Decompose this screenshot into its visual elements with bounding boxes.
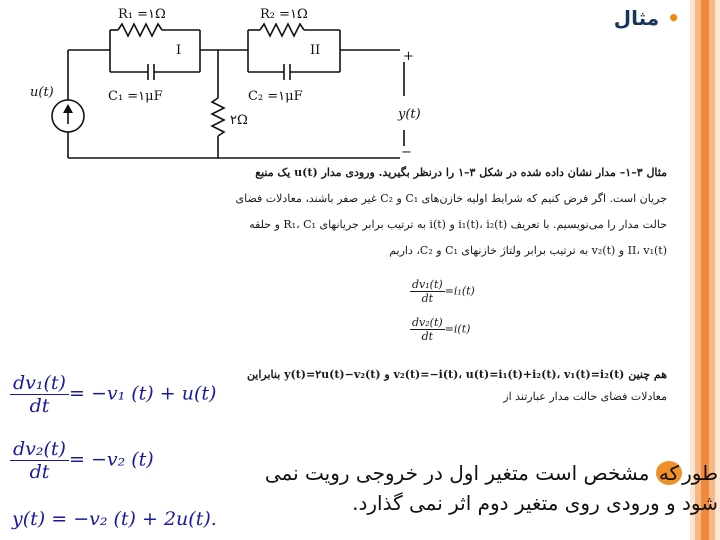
book-eq1-numerator: dv₁(t)	[412, 278, 443, 291]
slide-title-text: مثال	[613, 6, 660, 30]
source-label: u(t)	[30, 85, 54, 100]
r1-label: R₁ =۱Ω	[118, 7, 166, 22]
slide-title	[614, 6, 680, 30]
eq1-rhs: = −v₁ (t) + u(t)	[68, 382, 217, 405]
bullet-icon: •	[667, 6, 680, 30]
book-paragraph-3: حالت مدار را می‌نویسیم. با تعریف i₁(t)، i₂(t) و i(t) به ترتیب برابر جریانهای R₁، C₁ و حلقه	[249, 218, 667, 231]
book-eq2-rhs: =i(t)	[444, 322, 471, 336]
output-equation: y(t) = −v₂ (t) + 2u(t).	[12, 508, 217, 530]
output-minus-label: −	[401, 145, 412, 160]
observation-note	[258, 458, 718, 518]
c1-label: C₁ =۱μF	[108, 89, 163, 104]
loop-ii-label: II	[310, 43, 321, 58]
book-eq2-numerator: dv₂(t)	[412, 316, 443, 329]
book-equation-1	[410, 278, 475, 305]
eq2-rhs: = −v₂ (t)	[68, 448, 154, 471]
circuit-diagram	[0, 0, 440, 170]
state-equation-1	[10, 372, 216, 417]
eq1-numerator: dv₁(t)	[10, 372, 69, 395]
book-paragraph-1: مثال ۳–۱– مدار نشان داده شده در شکل ۳–۱ را درنظر بگیرید. ورودی مدار u(t) یک منبع	[255, 166, 667, 179]
book-paragraph-2: جریان است. اگر فرض کنیم که شرایط اولیه خازن‌های C₁ و C₂ غیر صفر باشند، معادلات فضای	[235, 192, 667, 205]
c2-label: C₂ =۱μF	[248, 89, 303, 104]
book-eq1-denominator: dt	[421, 292, 434, 305]
book-equation-2	[410, 316, 470, 343]
note-rest: مشخص است متغیر اول در خروجی رویت نمی شود و ورودی روی متغیر دوم اثر نمی گذارد.	[264, 461, 718, 515]
r2-label: R₂ =۱Ω	[260, 7, 308, 22]
eq1-denominator: dt	[29, 395, 50, 417]
book-eq2-denominator: dt	[421, 330, 434, 343]
output-plus-label: +	[403, 49, 414, 64]
loop-i-label: I	[176, 43, 182, 58]
output-label: y(t)	[398, 107, 421, 122]
book-paragraph-5: هم چنین v₂(t)=−i(t)، u(t)=i₁(t)+i₂(t)، v₁(t)=i₂(t) و y(t)=۲u(t)−v₂(t) بنابراین	[246, 368, 667, 381]
book-excerpt	[205, 160, 667, 403]
eq2-numerator: dv₂(t)	[10, 438, 69, 461]
shunt-resistor-label: ۲Ω	[230, 113, 248, 128]
book-paragraph-4: II، v₁(t) و v₂(t) به ترتیب برابر ولتاژ خازنهای C₁ و C₂، داریم	[389, 244, 667, 257]
eq2-denominator: dt	[29, 461, 50, 483]
state-equation-2	[10, 438, 154, 483]
note-start: طور	[682, 461, 718, 485]
book-paragraph-6: معادلات فضای حالت مدار عبارتند از	[503, 390, 667, 403]
note-highlight: که	[656, 461, 682, 485]
book-eq1-rhs: =i₁(t)	[444, 284, 475, 298]
